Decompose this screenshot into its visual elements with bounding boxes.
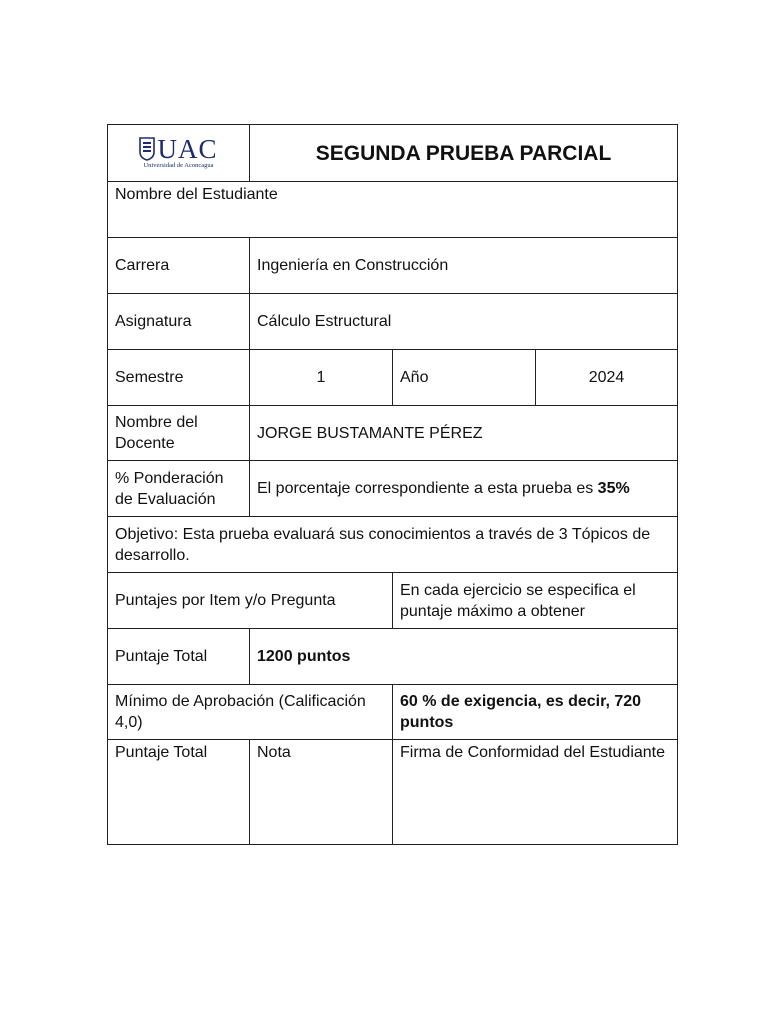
year-value: 2024 — [536, 350, 678, 406]
exam-title: SEGUNDA PRUEBA PARCIAL — [250, 125, 678, 182]
teacher-value: JORGE BUSTAMANTE PÉREZ — [250, 406, 678, 461]
subject-value: Cálculo Estructural — [250, 294, 678, 350]
teacher-label: Nombre del Docente — [108, 406, 250, 461]
career-label: Carrera — [108, 238, 250, 294]
university-crest-icon — [139, 137, 155, 161]
subject-label: Asignatura — [108, 294, 250, 350]
weighting-text: El porcentaje correspondiente a esta prueba es — [257, 480, 598, 497]
footer-signature: Firma de Conformidad del Estudiante — [393, 740, 678, 845]
year-label: Año — [393, 350, 536, 406]
total-points-label: Puntaje Total — [108, 629, 250, 685]
weighting-percent: 35% — [597, 480, 630, 497]
semester-label: Semestre — [108, 350, 250, 406]
total-points-value: 1200 puntos — [250, 629, 678, 685]
career-value: Ingeniería en Construcción — [250, 238, 678, 294]
logo-subtitle: Universidad de Aconcagua — [143, 162, 214, 169]
logo-text: UAC — [157, 134, 218, 164]
student-name-field — [108, 182, 678, 238]
exam-header-table — [107, 124, 678, 845]
footer-grade: Nota — [250, 740, 393, 845]
min-approval-label: Mínimo de Aprobación (Calificación 4,0) — [108, 685, 393, 740]
points-per-item-value: En cada ejercicio se especifica el puntaje máximo a obtener — [393, 573, 678, 629]
points-per-item-label: Puntajes por Item y/o Pregunta — [108, 573, 393, 629]
exam-cover-sheet — [107, 124, 677, 845]
footer-total-points: Puntaje Total — [108, 740, 250, 845]
objective-text: Objetivo: Esta prueba evaluará sus conocimientos a través de 3 Tópicos de desarrollo. — [108, 517, 678, 573]
logo-cell — [108, 125, 250, 182]
student-name-label: Nombre del Estudiante — [115, 186, 278, 203]
min-approval-value: 60 % de exigencia, es decir, 720 puntos — [393, 685, 678, 740]
semester-value: 1 — [250, 350, 393, 406]
weighting-label: % Ponderación de Evaluación — [108, 461, 250, 517]
weighting-value — [250, 461, 678, 517]
university-logo — [139, 136, 217, 170]
